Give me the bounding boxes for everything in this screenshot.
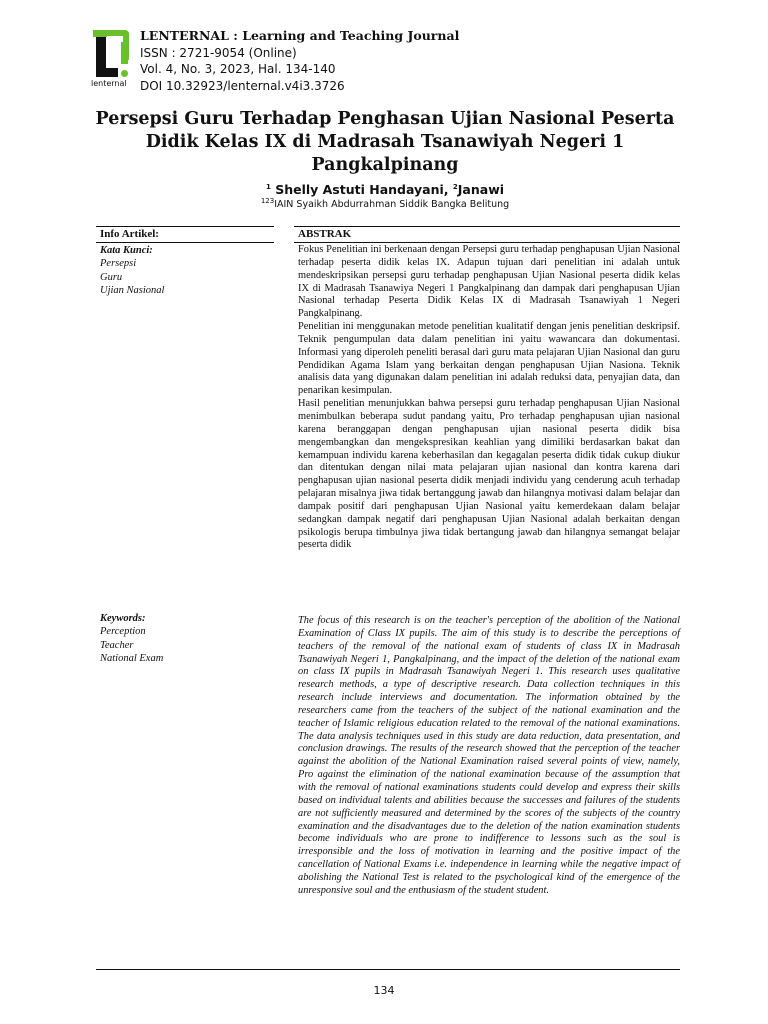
journal-doi[interactable]: DOI 10.32923/lenternal.v4i3.3726 — [140, 78, 345, 93]
journal-title: LENTERNAL : Learning and Teaching Journal — [140, 28, 460, 43]
info-heading: Info Artikel: — [100, 228, 159, 240]
article-affiliation — [90, 196, 680, 210]
keyword-item: National Exam — [100, 653, 164, 665]
abstract-paragraph: Penelitian ini menggunakan metode penelitian kualitatif dengan jenis penelitian deskripsif. Teknik pengumpulan data dalam penelitian ini yaitu wawancara dan dokumentasi. Informasi yang diperoleh peneliti berasal dari guru mata pelajaran Ujian Nasional dan guru Pendidikan Agama Islam yang berkaitan dengan penghapusan Ujian Nasiona. Teknik analisis data yang digunakan dalam penelitian ini adalah reduksi data, penyajian data, dan penarikan kesimpulan. — [298, 321, 680, 397]
kata-kunci-label: Kata Kunci: — [100, 245, 153, 256]
journal-volume: Vol. 4, No. 3, 2023, Hal. 134-140 — [140, 62, 336, 76]
logo-green-top — [93, 30, 107, 37]
page-number: 134 — [373, 984, 395, 997]
author1-name: Shelly Astuti Handayani, — [275, 182, 449, 197]
abstract-top-rule — [294, 226, 680, 227]
affiliation-name: IAIN Syaikh Abdurrahman Siddik Bangka Belitung — [274, 199, 510, 210]
author2-sup: 2 — [452, 182, 458, 191]
author1-sup: 1 — [265, 182, 271, 191]
journal-logo — [93, 30, 133, 90]
logo-text: lenternal — [91, 79, 127, 88]
abstract-indonesian — [298, 244, 680, 552]
abstract-english-paragraph: The focus of this research is on the teacher's perception of the abolition of the National Examination of Class IX pupils. The aim of this study is to describe the perceptions of teachers of the removal of the national exam of students of class IX in Madrasah Tsanawiyah Negeri 1, Pangkalpinang, and the impact of the deletion of the national exam on class IX pupils in Madrasah Tsanawiyah Negeri 1. This research uses qualitative research methods, a type of descriptive research. Data collection techniques in this research include interviews and documentation. The information obtained by the researchers came from the teachers of the subject of the national examination and the teacher of Islamic religious education related to the removal of the national examinations. The data analysis techniques used in this study are data reduction, data presentation, and conclusion drawings. The results of the research showed that the perception of the teacher against the abolition of the National Examination raised several points of view, namely, Pro against the elimination of the national examination because of the assumption that with the removal of national examinations students could develop and express their skills based on individual talents and abilities because the successes and failures of the students are not sufficiently measured and determined by the scores of the subjects of the country examination and the disadvantages due to the deletion of the nation examination students become individuals who are prone to indifference to lessons such as the soul is irresponsible and the loss of motivation in learning and the positive impact of the cancellation of National Exams i.e. independence in learning while the negative impact of abolishing the National Test is related to the psychological kind of the emergence of the unresponsive soul and the enthusiasm of the student student. — [298, 615, 680, 896]
kata-kunci-item: Guru — [100, 271, 123, 283]
logo-letter-l-foot — [96, 68, 118, 77]
keyword-item: Teacher — [100, 639, 134, 651]
journal-info — [140, 28, 459, 94]
abstract-paragraph: Fokus Penelitian ini berkenaan dengan Persepsi guru terhadap penghapusan Ujian Nasional terhadap peserta didik kelas IX. Adapun tujuan dari penelitian ini adalah untuk mendeskripsikan persepsi guru terhadap penghapusan Ujian Nasional peserta didik kelas IX di Madrasah Tsanawiya Negeri 1 Pangkalpinang dan dampak dari penghapusan Ujian Nasional terhadap Peserta Didik Kelas IX di Madrasah Tsanawiyah 1 Negeri Pangkalpinang. — [298, 244, 680, 320]
author2-name: Janawi — [457, 182, 505, 197]
logo-exclamation-dot — [121, 70, 128, 77]
footer-rule — [96, 969, 680, 970]
logo-exclamation-bar — [121, 42, 128, 64]
info-header-rule — [96, 242, 274, 243]
info-top-rule — [96, 226, 274, 227]
abstract-english — [298, 615, 680, 898]
journal-issn: ISSN : 2721-9054 (Online) — [140, 45, 297, 60]
keywords-label: Keywords: — [100, 613, 146, 624]
keyword-item: Perception — [100, 626, 146, 638]
affiliation-sup: 123 — [260, 196, 275, 205]
abstract-paragraph: Hasil penelitian menunjukkan bahwa persepsi guru terhadap penghapusan Ujian Nasional menimbulkan beberapa sudut pandang yaitu, Pro terhadap penghapusan ujian nasional karena beranggapan dengan penghapusan ujian nasional peserta didik bisa mengembangkan dan mengekspresikan keahlian yang dimiliki berdasarkan bakat dan kemampuan individu karena keberhasilan dan kegagalan peserta didik tidak cukup diukur dan ditentukan dengan nilai mata pelajaran ujian nasional dan kontra karena dari penghapusan ujian nasional peserta didik menjadi individu yang cenderung acuh terhadap pelajaran misalnya jiwa tidak bertanggung jawab dan hilangnya motivasi dalam belajar dan dampak positif dari penghapusan Ujian Nasional yaitu kemerdekaan dalam belajar sedangkan dampak negatif dari penghapusan Ujian Nasional adalah berkaitan dengan psikologis berupa timbulnya jiwa tidak bertangung jawab dan hilangnya semangat belajar peserta didik — [298, 398, 680, 551]
article-authors — [90, 182, 680, 197]
kata-kunci-item: Persepsi — [100, 258, 137, 270]
keywords-block — [100, 612, 280, 666]
kata-kunci-block — [100, 244, 280, 298]
article-title: Persepsi Guru Terhadap Penghasan Ujian Nasional Peserta Didik Kelas IX di Madrasah Tsanawiyah Negeri 1 Pangkalpinang — [95, 109, 675, 175]
kata-kunci-item: Ujian Nasional — [100, 285, 165, 297]
abstract-heading: ABSTRAK — [298, 228, 352, 240]
abstract-header-rule — [294, 242, 680, 243]
